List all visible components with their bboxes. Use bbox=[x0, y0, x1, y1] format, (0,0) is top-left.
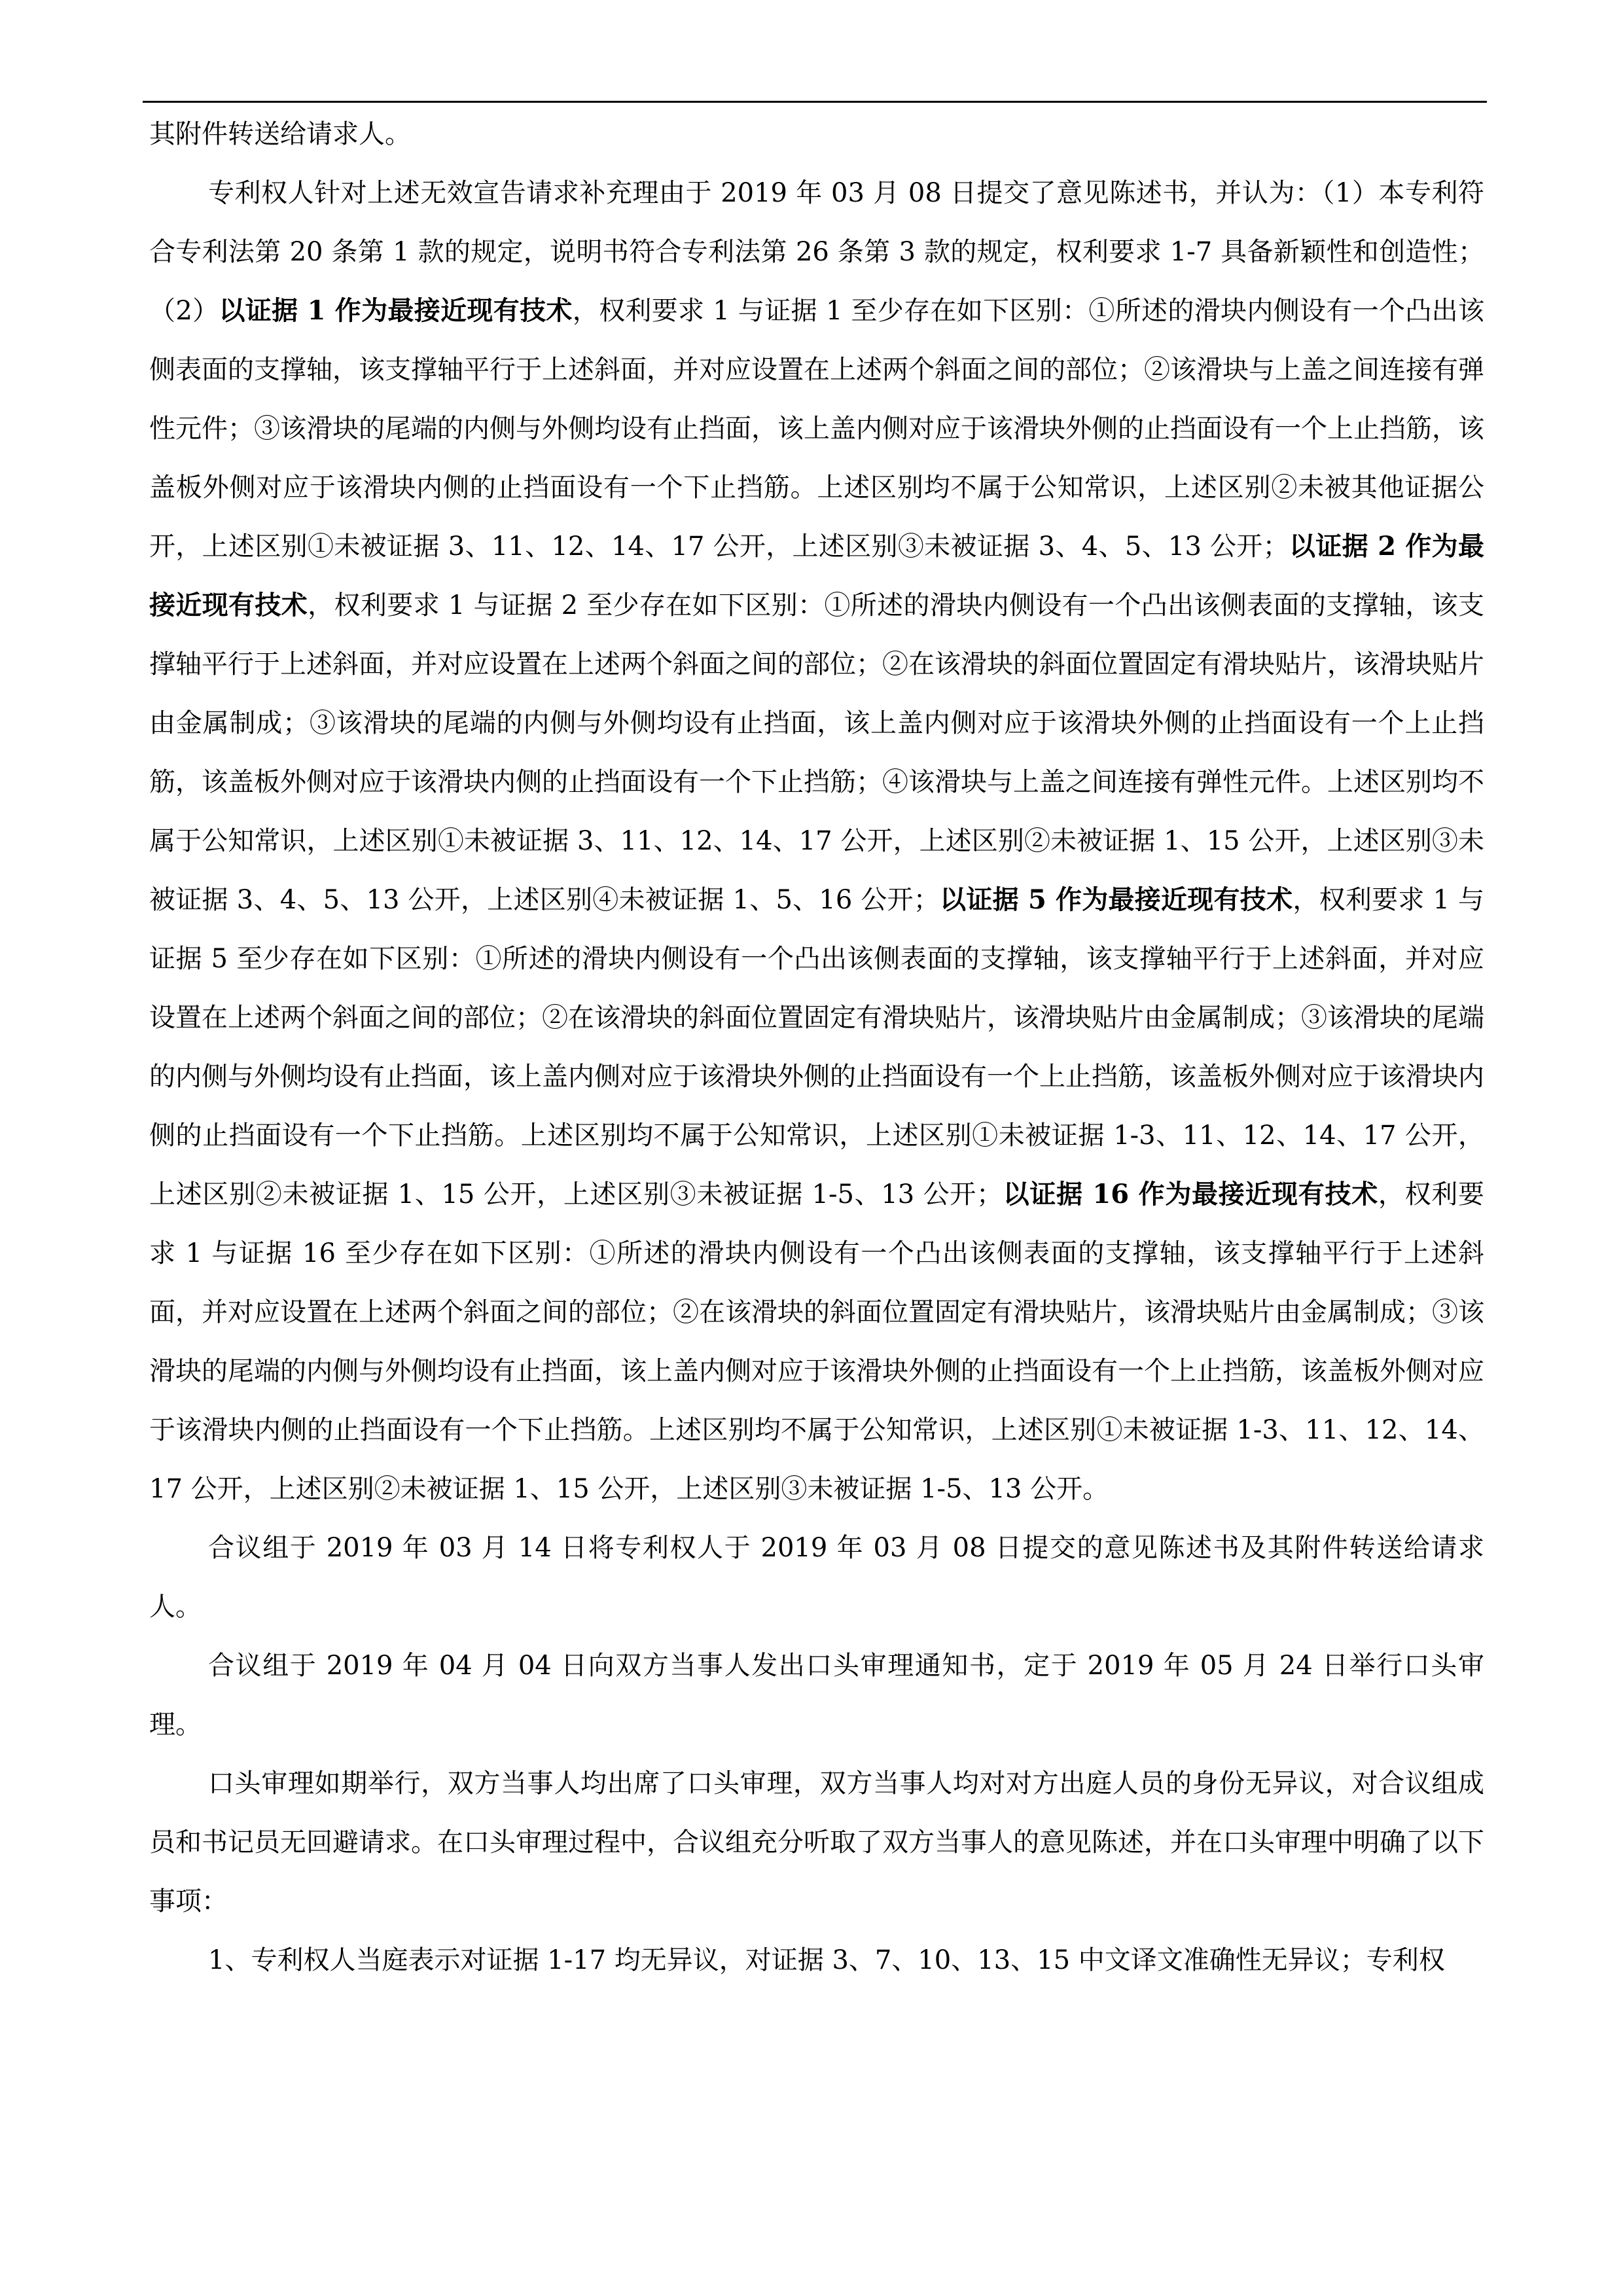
paragraph-patentee-statement bbox=[149, 164, 1484, 1518]
statement-text-2: ，权利要求 1 与证据 1 至少存在如下区别：①所述的滑块内侧设有一个凸出该侧表面的支撑轴，该支撑轴平行于上述斜面，并对应设置在上述两个斜面之间的部位；②该滑块与上盖之间连接有弹性元件；③该滑块的尾端的内侧与外侧均设有止挡面，该上盖内侧对应于该滑块外侧的止挡面设有一个上止挡筋，该盖板外侧对应于该滑块内侧的止挡面设有一个下止挡筋。上述区别均不属于公知常识，上述区别②未被其他证据公开，上述区别①未被证据 3、11、12、14、17 公开，上述区别③未被证据 3、4、5、13 公开； bbox=[149, 296, 1484, 562]
statement-text-5: ，权利要求 1 与证据 16 至少存在如下区别：①所述的滑块内侧设有一个凸出该侧表面的支撑轴，该支撑轴平行于上述斜面，并对应设置在上述两个斜面之间的部位；②在该滑块的斜面位置固定有滑块贴片，该滑块贴片由金属制成；③该滑块的尾端的内侧与外侧均设有止挡面，该上盖内侧对应于该滑块外侧的止挡面设有一个上止挡筋，该盖板外侧对应于该滑块内侧的止挡面设有一个下止挡筋。上述区别均不属于公知常识，上述区别①未被证据 1-3、11、12、14、17 公开，上述区别②未被证据 1、15 公开，上述区别③未被证据 1-5、13 公开。 bbox=[149, 1179, 1485, 1504]
header-rule bbox=[143, 101, 1487, 103]
statement-bold-evidence-16: 以证据 16 作为最接近现有技术 bbox=[1003, 1179, 1378, 1210]
paragraph-item-1: 1、专利权人当庭表示对证据 1-17 均无异议，对证据 3、7、10、13、15 中文译文准确性无异议；专利权 bbox=[208, 1945, 1445, 1975]
paragraph-oral-hearing: 口头审理如期举行，双方当事人均出席了口头审理，双方当事人均对对方出庭人员的身份无异议，对合议组成员和书记员无回避请求。在口头审理过程中，合议组充分听取了双方当事人的意见陈述，并在口头审理中明确了以下事项： bbox=[149, 1768, 1484, 1916]
continuation-line: 其附件转送给请求人。 bbox=[149, 119, 411, 149]
statement-text-3: ，权利要求 1 与证据 2 至少存在如下区别：①所述的滑块内侧设有一个凸出该侧表面的支撑轴，该支撑轴平行于上述斜面，并对应设置在上述两个斜面之间的部位；②在该滑块的斜面位置固定有滑块贴片，该滑块贴片由金属制成；③该滑块的尾端的内侧与外侧均设有止挡面，该上盖内侧对应于该滑块外侧的止挡面设有一个上止挡筋，该盖板外侧对应于该滑块内侧的止挡面设有一个下止挡筋；④该滑块与上盖之间连接有弹性元件。上述区别均不属于公知常识，上述区别①未被证据 3、11、12、14、17 公开，上述区别②未被证据 1、15 公开，上述区别③未被证据 3、4、5、13 公开，上述区别④未被证据 1、5、16 公开； bbox=[149, 590, 1485, 915]
paragraph-forwarding: 合议组于 2019 年 03 月 14 日将专利权人于 2019 年 03 月 08 日提交的意见陈述书及其附件转送给请求人。 bbox=[149, 1533, 1484, 1622]
statement-text-4: ，权利要求 1 与证据 5 至少存在如下区别：①所述的滑块内侧设有一个凸出该侧表面的支撑轴，该支撑轴平行于上述斜面，并对应设置在上述两个斜面之间的部位；②在该滑块的斜面位置固定有滑块贴片，该滑块贴片由金属制成；③该滑块的尾端的内侧与外侧均设有止挡面，该上盖内侧对应于该滑块外侧的止挡面设有一个上止挡筋，该盖板外侧对应于该滑块内侧的止挡面设有一个下止挡筋。上述区别均不属于公知常识，上述区别①未被证据 1-3、11、12、14、17 公开，上述区别②未被证据 1、15 公开，上述区别③未被证据 1-5、13 公开； bbox=[149, 885, 1484, 1210]
statement-bold-evidence-2: 以证据 2 作为最接近现有技术 bbox=[149, 531, 1484, 620]
statement-bold-evidence-1: 以证据 1 作为最接近现有技术 bbox=[219, 295, 573, 326]
paragraph-hearing-notice: 合议组于 2019 年 04 月 04 日向双方当事人发出口头审理通知书，定于 2019 年 05 月 24 日举行口头审理。 bbox=[149, 1651, 1484, 1740]
document-body bbox=[149, 105, 1484, 1990]
statement-text-1: 专利权人针对上述无效宣告请求补充理由于 2019 年 03 月 08 日提交了意见陈述书，并认为：（1）本专利符合专利法第 20 条第 1 款的规定，说明书符合专利法第 26 条第 3 款的规定，权利要求 1-7 具备新颖性和创造性；（2） bbox=[149, 178, 1484, 326]
statement-bold-evidence-5: 以证据 5 作为最接近现有技术 bbox=[939, 884, 1293, 915]
